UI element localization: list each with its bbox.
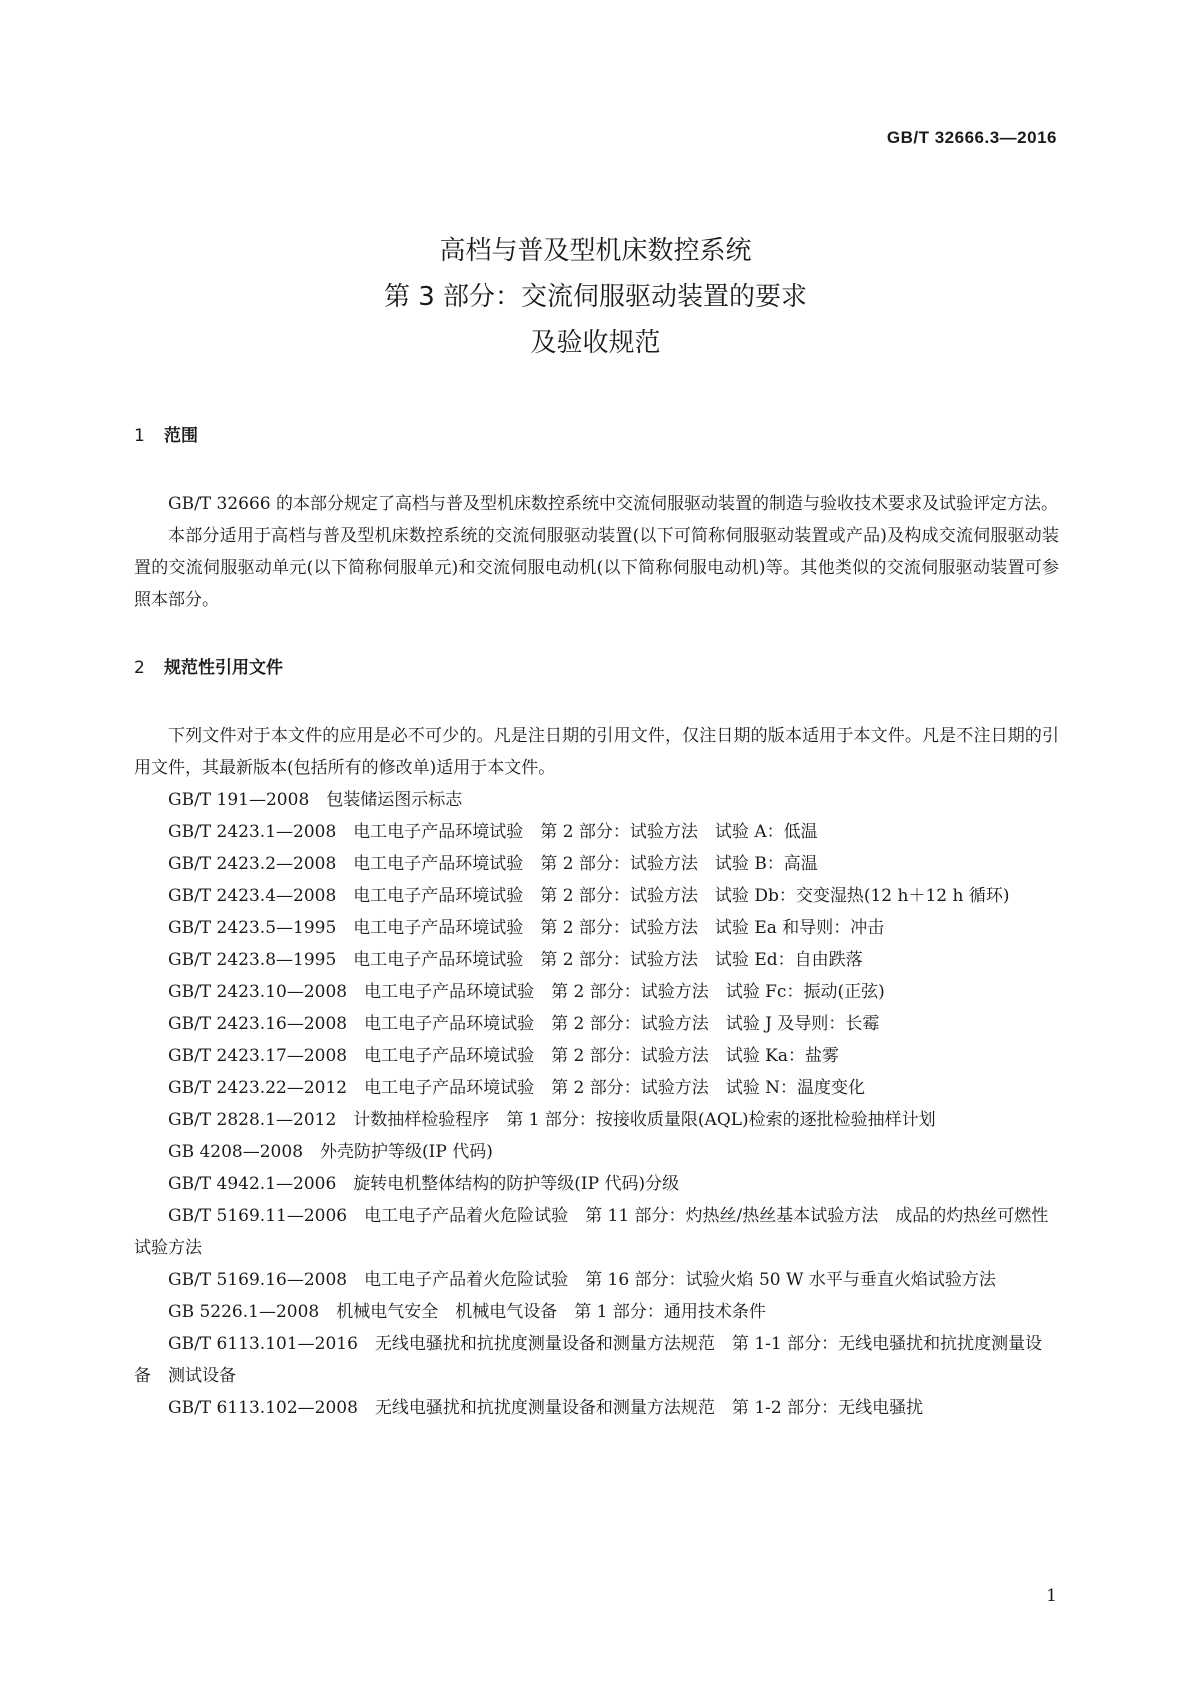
standard-code: GB/T 32666.3—2016: [886, 128, 1057, 147]
reference-item: GB/T 4942.1—2006 旋转电机整体结构的防护等级(IP 代码)分级: [168, 1174, 680, 1194]
reference-item: GB/T 2423.5—1995 电工电子产品环境试验 第 2 部分：试验方法 试验 Ea 和导则：冲击: [168, 918, 885, 938]
section-2-intro: 下列文件对于本文件的应用是必不可少的。凡是注日期的引用文件，仅注日期的版本适用于本文件。凡是不注日期的引用文件，其最新版本(包括所有的修改单)适用于本文件。: [134, 726, 1059, 778]
document-body: [134, 420, 1059, 1424]
reference-item: GB 4208—2008 外壳防护等级(IP 代码): [168, 1142, 493, 1162]
reference-item: GB/T 5169.16—2008 电工电子产品着火危险试验 第 16 部分：试验火焰 50 W 水平与垂直火焰试验方法: [168, 1270, 996, 1290]
reference-item: GB/T 2423.10—2008 电工电子产品环境试验 第 2 部分：试验方法 试验 Fc：振动(正弦): [168, 982, 885, 1002]
section-1-heading: [134, 420, 1059, 452]
section-2-title: 规范性引用文件: [164, 658, 283, 678]
reference-item: GB/T 2423.2—2008 电工电子产品环境试验 第 2 部分：试验方法 试验 B：高温: [168, 854, 818, 874]
section-2-heading: [134, 652, 1059, 684]
reference-item: GB/T 6113.101—2016 无线电骚扰和抗扰度测量设备和测量方法规范 第 1-1 部分：无线电骚扰和抗扰度测量设备 测试设备: [134, 1334, 1043, 1386]
title-line-1: 高档与普及型机床数控系统: [439, 236, 752, 266]
reference-item: GB/T 6113.102—2008 无线电骚扰和抗扰度测量设备和测量方法规范 第 1-2 部分：无线电骚扰: [168, 1398, 924, 1418]
title-line-2: 第 3 部分：交流伺服驱动装置的要求: [383, 282, 808, 312]
document-title: [0, 228, 1191, 366]
reference-item: GB/T 2423.22—2012 电工电子产品环境试验 第 2 部分：试验方法 试验 N：温度变化: [168, 1078, 866, 1098]
section-2-number: 2: [134, 658, 145, 678]
section-1-paragraph: GB/T 32666 的本部分规定了高档与普及型机床数控系统中交流伺服驱动装置的制造与验收技术要求及试验评定方法。: [168, 494, 1059, 514]
reference-item: GB/T 2423.16—2008 电工电子产品环境试验 第 2 部分：试验方法 试验 J 及导则：长霉: [168, 1014, 880, 1034]
reference-item: GB/T 2423.17—2008 电工电子产品环境试验 第 2 部分：试验方法 试验 Ka：盐雾: [168, 1046, 839, 1066]
section-1-title: 范围: [164, 426, 198, 446]
reference-list: [134, 784, 1059, 1424]
page-number: 1: [1046, 1586, 1057, 1606]
reference-item: GB/T 2423.8—1995 电工电子产品环境试验 第 2 部分：试验方法 试验 Ed：自由跌落: [168, 950, 863, 970]
section-1-paragraph: 本部分适用于高档与普及型机床数控系统的交流伺服驱动装置(以下可简称伺服驱动装置或产品)及构成交流伺服驱动装置的交流伺服驱动单元(以下简称伺服单元)和交流伺服电动机(以下简称伺服电动机)等。其他类似的交流伺服驱动装置可参照本部分。: [134, 526, 1059, 610]
title-line-3: 及验收规范: [530, 328, 661, 358]
reference-item: GB/T 191—2008 包装储运图示标志: [168, 790, 463, 810]
reference-item: GB/T 5169.11—2006 电工电子产品着火危险试验 第 11 部分：灼热丝/热丝基本试验方法 成品的灼热丝可燃性试验方法: [134, 1206, 1049, 1258]
reference-item: GB/T 2423.1—2008 电工电子产品环境试验 第 2 部分：试验方法 试验 A：低温: [168, 822, 818, 842]
reference-item: GB 5226.1—2008 机械电气安全 机械电气设备 第 1 部分：通用技术条件: [168, 1302, 766, 1322]
reference-item: GB/T 2423.4—2008 电工电子产品环境试验 第 2 部分：试验方法 试验 Db：交变湿热(12 h＋12 h 循环): [168, 886, 1010, 906]
reference-item: GB/T 2828.1—2012 计数抽样检验程序 第 1 部分：按接收质量限(AQL)检索的逐批检验抽样计划: [168, 1110, 936, 1130]
section-1-number: 1: [134, 426, 145, 446]
